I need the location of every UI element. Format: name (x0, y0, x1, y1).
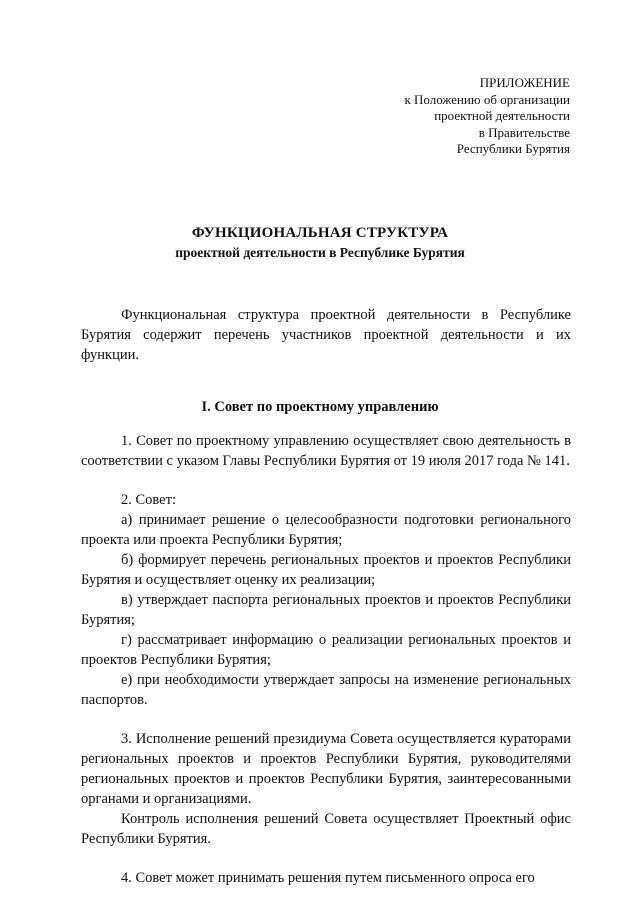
list-item-g: г) рассматривает информацию о реализации региональных проектов и проектов Республики Бурятия; (81, 632, 571, 668)
document-title (0, 224, 640, 262)
paragraph-1: 1. Совет по проектному управлению осуществляет свою деятельность в соответствии с указом Главы Республики Бурятия от 19 июля 2017 года № 141. (81, 433, 571, 469)
paragraph-3: 3. Исполнение решений президиума Совета осуществляется кураторами региональных проектов и проектов Республики Бурятия, руководителями региональных проектов и проектов Республики Бурятия, заинтересованными органами и организациями. (81, 731, 571, 807)
paragraph-3-control: Контроль исполнения решений Совета осуществляет Проектный офис Республики Бурятия. (81, 811, 571, 847)
intro-paragraph-block (81, 305, 571, 365)
appendix-line: к Положению об организации (404, 91, 570, 107)
appendix-block (404, 75, 570, 158)
list-item-v: в) утверждает паспорта региональных проектов и проектов Республики Бурятия; (81, 592, 571, 628)
appendix-title: ПРИЛОЖЕНИЕ (479, 75, 570, 90)
intro-paragraph: Функциональная структура проектной деятельности в Республике Бурятия содержит перечень участников проектной деятельности и их функции. (81, 307, 571, 363)
paragraph-2-intro: 2. Совет: (121, 492, 176, 508)
appendix-line: в Правительстве (478, 124, 570, 140)
list-item-b: б) формирует перечень региональных проектов и проектов Республики Бурятия и осуществляет оценку их реализации; (81, 552, 571, 588)
title-main: ФУНКЦИОНАЛЬНАЯ СТРУКТУРА (191, 225, 449, 241)
title-subtitle: проектной деятельности в Республике Бурятия (175, 245, 465, 260)
appendix-line: проектной деятельности (434, 108, 570, 123)
section-body (81, 431, 571, 888)
section-heading: I. Совет по проектному управлению (201, 399, 439, 415)
list-item-e: е) при необходимости утверждает запросы на изменение региональных паспортов. (81, 672, 571, 708)
list-item-a: а) принимает решение о целесообразности подготовки регионального проекта или проекта Республики Бурятия; (81, 512, 571, 548)
appendix-line: Республики Бурятия (456, 141, 570, 156)
paragraph-4: 4. Совет может принимать решения путем письменного опроса его (121, 870, 535, 886)
